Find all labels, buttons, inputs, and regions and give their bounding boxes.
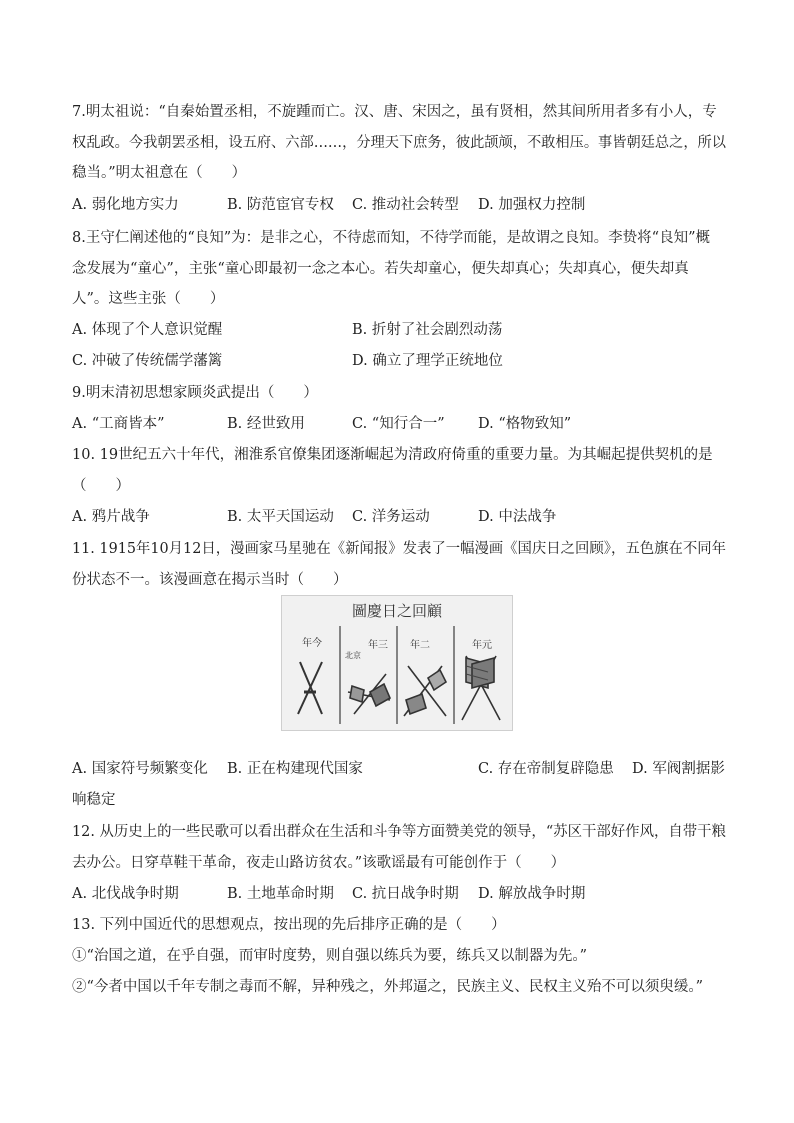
q12-option-b[interactable]: B. 土地革命时期	[227, 886, 334, 902]
q9-stem-line1: 9.明末清初思想家顾炎武提出（ ）	[72, 385, 318, 401]
q7-option-a[interactable]: A. 弱化地方实力	[72, 197, 179, 213]
q7-stem-line3: 稳当。”明太祖意在（ ）	[72, 165, 247, 181]
q13-item1: ①“治国之道，在乎自强，而审时度势，则自强以练兵为要，练兵又以制器为先。”	[72, 948, 588, 964]
panel2-fallen-flags	[348, 674, 390, 714]
panel-side-note: 北京	[345, 651, 361, 660]
q11-stem-line1: 11. 1915年10月12日，漫画家马星驰在《新闻报》发表了一幅漫画《国庆日之回顾》，五色旗在不同年	[72, 541, 726, 557]
cartoon-figure	[281, 595, 513, 731]
cartoon-drawing	[282, 596, 512, 730]
q10-option-a[interactable]: A. 鸦片战争	[72, 509, 150, 525]
q8-option-d[interactable]: D. 确立了理学正统地位	[352, 353, 503, 369]
q9-option-b[interactable]: B. 经世致用	[227, 416, 305, 432]
q12-option-a[interactable]: A. 北伐战争时期	[72, 886, 179, 902]
q8-option-a[interactable]: A. 体现了个人意识觉醒	[72, 322, 223, 338]
panel3-tilted-flags	[404, 666, 446, 716]
q11-option-b[interactable]: B. 正在构建现代国家	[227, 761, 363, 777]
q7-option-b[interactable]: B. 防范宦官专权	[227, 197, 334, 213]
q10-option-b[interactable]: B. 太平天国运动	[227, 509, 334, 525]
q8-stem-line1: 8.王守仁阐述他的“良知”为：是非之心，不待虑而知，不待学而能，是故谓之良知。李贽将“良知”概	[72, 230, 710, 246]
panel-label-present: 年今	[302, 638, 322, 649]
q11-stem-line2: 份状态不一。该漫画意在揭示当时（ ）	[72, 572, 348, 588]
q10-option-c[interactable]: C. 洋务运动	[352, 509, 430, 525]
q10-option-d[interactable]: D. 中法战争	[478, 509, 557, 525]
q12-stem-line1: 12. 从历史上的一些民歌可以看出群众在生活和斗争等方面赞美党的领导，“苏区干部好作风，自带干粮	[72, 824, 726, 840]
panel-label-year3: 年三	[368, 640, 388, 651]
q9-option-c[interactable]: C. “知行合一”	[352, 416, 445, 432]
q12-option-c[interactable]: C. 抗日战争时期	[352, 886, 459, 902]
q11-option-d[interactable]: D. 军阀割据影	[632, 761, 725, 777]
q7-option-d[interactable]: D. 加强权力控制	[478, 197, 586, 213]
q11-option-d-continuation: 响稳定	[72, 792, 116, 808]
q9-option-d[interactable]: D. “格物致知”	[478, 416, 572, 432]
panel-label-year1: 年元	[472, 640, 492, 651]
q7-stem-line1: 7.明太祖说：“自秦始置丞相，不旋踵而亡。汉、唐、宋因之，虽有贤相，然其间所用者多有小人，专	[72, 104, 717, 120]
q11-option-a[interactable]: A. 国家符号频繁变化	[72, 761, 208, 777]
q9-option-a[interactable]: A. “工商皆本”	[72, 416, 165, 432]
q13-item2: ②“今者中国以千年专制之毒而不解，异种残之，外邦逼之，民族主义、民权主义殆不可以须臾缓。”	[72, 979, 704, 995]
q7-stem-line2: 权乱政。今我朝罢丞相，设五府、六部……，分理天下庶务，彼此颉颃，不敢相压。事皆朝廷总之，所以	[72, 135, 726, 151]
panel1-crossed-poles	[298, 662, 322, 714]
panel-label-year2: 年二	[410, 640, 430, 651]
q13-stem-line1: 13. 下列中国近代的思想观点，按出现的先后排序正确的是（ ）	[72, 917, 506, 933]
q10-stem-line1: 10. 19世纪五六十年代，湘淮系官僚集团逐渐崛起为清政府倚重的重要力量。为其崛起提供契机的是	[72, 447, 713, 463]
q8-stem-line2: 念发展为“童心”，主张“童心即最初一念之本心。若失却童心，便失却真心；失却真心，便失却真	[72, 261, 689, 277]
panel4-crossed-flags	[462, 656, 500, 720]
cartoon-title: 圖慶日之回顧	[351, 602, 443, 620]
q12-option-d[interactable]: D. 解放战争时期	[478, 886, 586, 902]
q12-stem-line2: 去办公。日穿草鞋干革命，夜走山路访贫农。”该歌谣最有可能创作于（ ）	[72, 855, 566, 871]
q10-stem-line2: （ ）	[72, 478, 130, 494]
q7-option-c[interactable]: C. 推动社会转型	[352, 197, 459, 213]
q8-option-c[interactable]: C. 冲破了传统儒学藩篱	[72, 353, 223, 369]
q8-option-b[interactable]: B. 折射了社会剧烈动荡	[352, 322, 503, 338]
q11-option-c[interactable]: C. 存在帝制复辟隐患	[478, 761, 614, 777]
q8-stem-line3: 人”。这些主张（ ）	[72, 291, 225, 307]
